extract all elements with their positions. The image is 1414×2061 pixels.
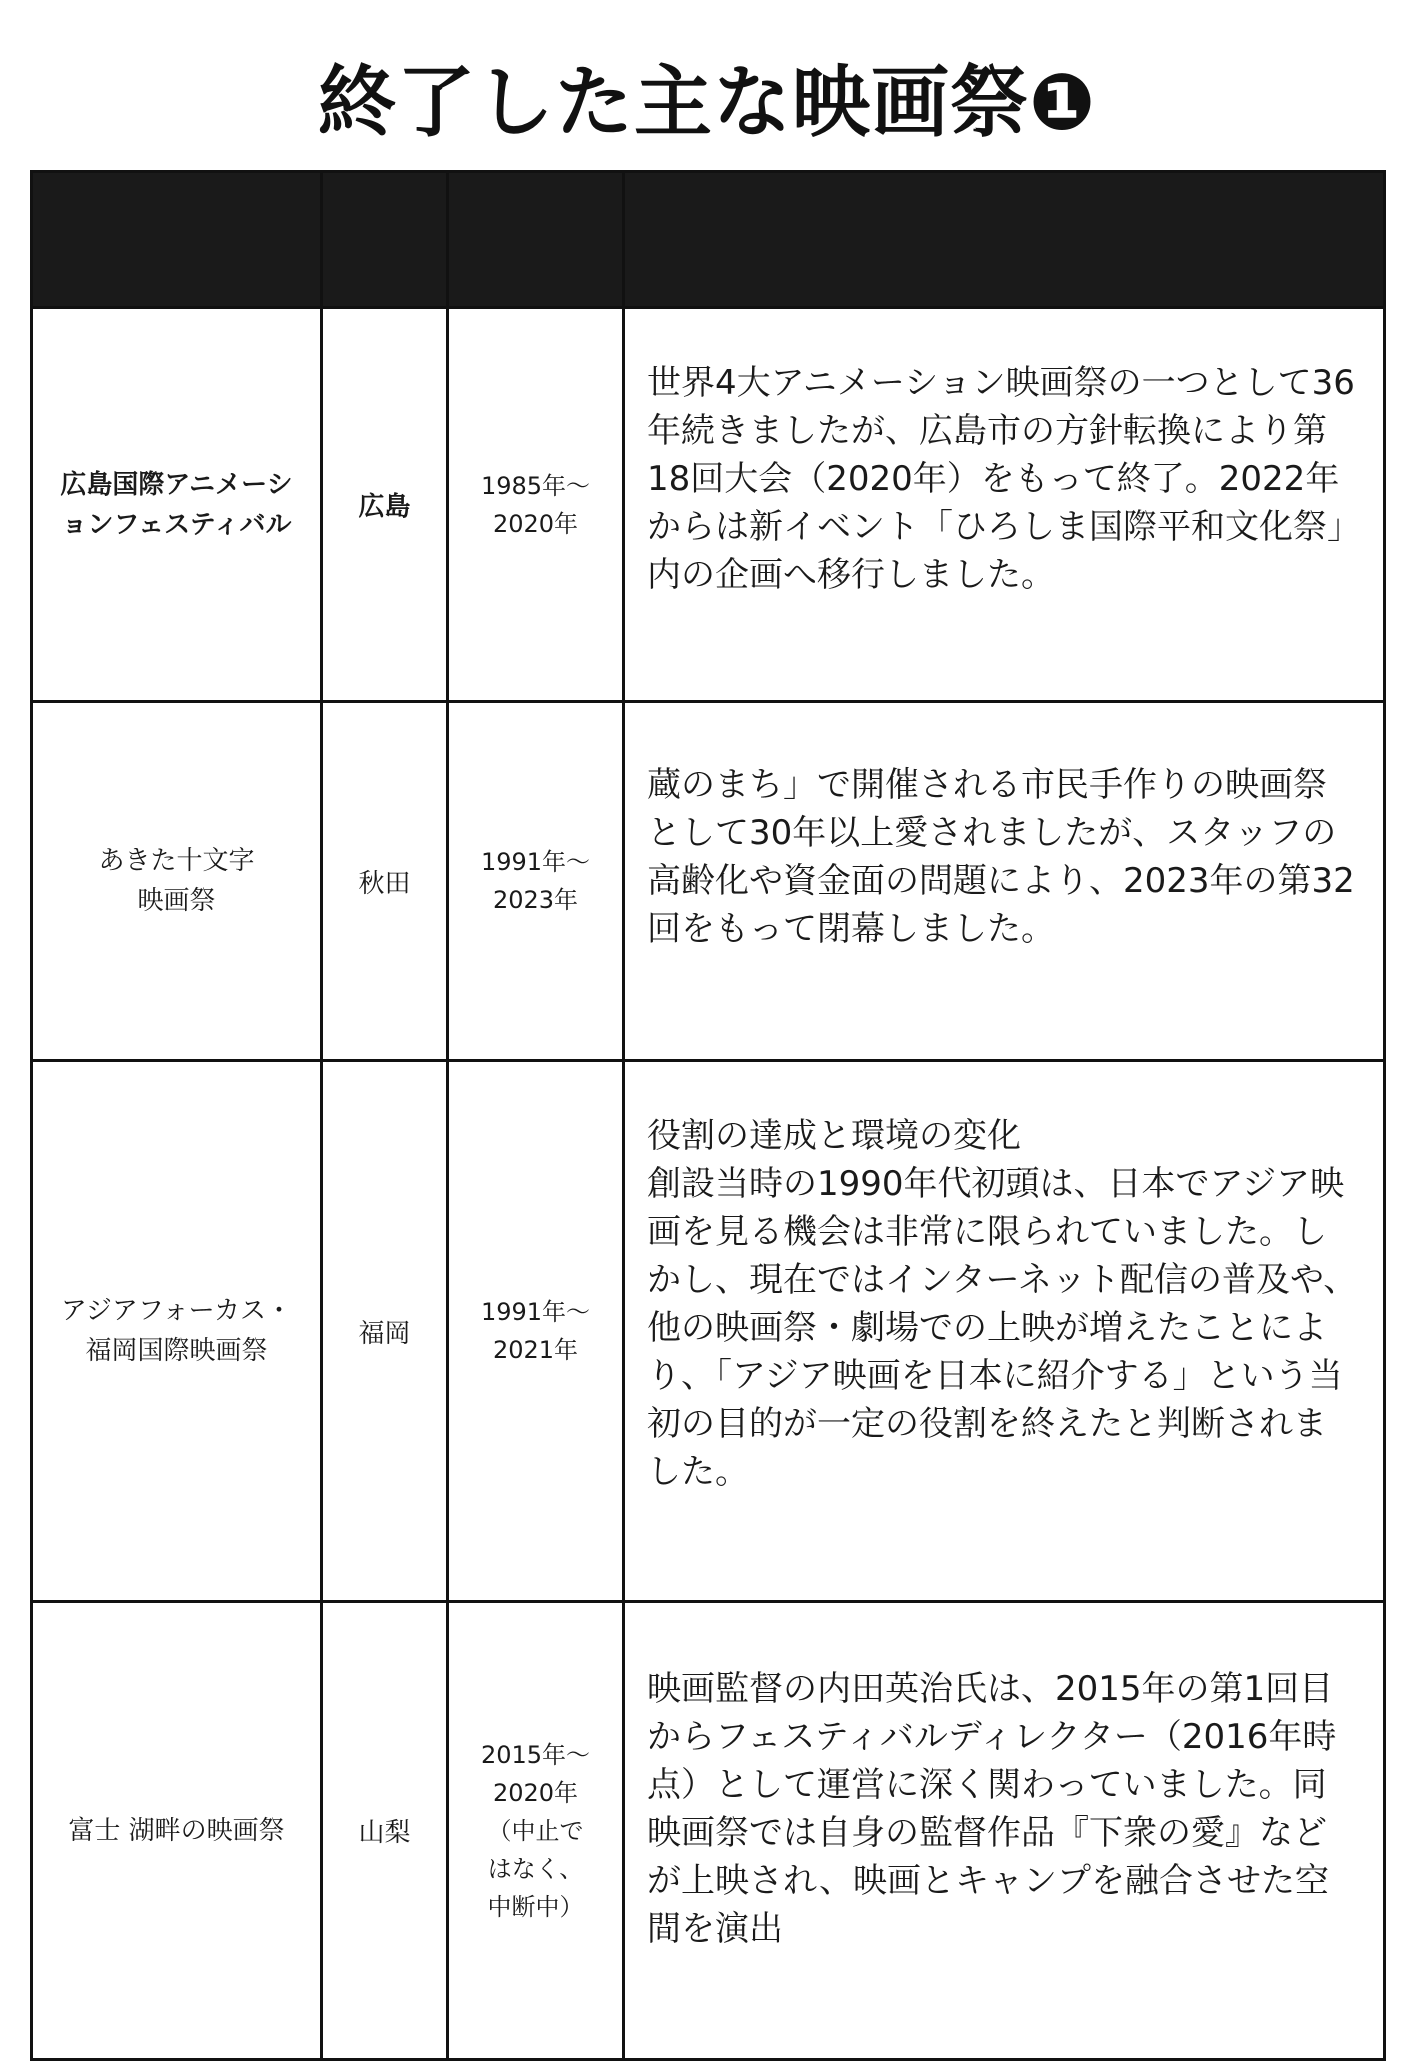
festival-region: 秋田 bbox=[322, 702, 448, 1061]
festival-description: 世界4大アニメーション映画祭の一つとして36年続きましたが、広島市の方針転換により第18回大会（2020年）をもって終了。2022年からは新イベント「ひろしま国際平和文化祭」内の企画へ移行しました。 bbox=[624, 308, 1385, 702]
table-header-row bbox=[32, 172, 1385, 308]
header-cell-period bbox=[448, 172, 624, 308]
festival-name: アジアフォーカス・福岡国際映画祭 bbox=[32, 1061, 322, 1602]
table-row bbox=[32, 308, 1385, 702]
festival-region: 広島 bbox=[322, 308, 448, 702]
festival-name: あきた十文字 映画祭 bbox=[32, 702, 322, 1061]
festival-region: 福岡 bbox=[322, 1061, 448, 1602]
header-cell-name bbox=[32, 172, 322, 308]
festival-description: 蔵のまち」で開催される市民手作りの映画祭として30年以上愛されましたが、スタッフの高齢化や資金面の問題により、2023年の第32回をもって閉幕しました。 bbox=[624, 702, 1385, 1061]
festival-table bbox=[30, 170, 1386, 2061]
festival-region: 山梨 bbox=[322, 1602, 448, 2060]
festival-period: 1985年〜 2020年 bbox=[448, 308, 624, 702]
table-row bbox=[32, 702, 1385, 1061]
festival-description: 映画監督の内田英治氏は、2015年の第1回目からフェスティバルディレクター（2016年時点）として運営に深く関わっていました。同映画祭では自身の監督作品『下衆の愛』などが上映され、映画とキャンプを融合させた空間を演出 bbox=[624, 1602, 1385, 2060]
table-row bbox=[32, 1602, 1385, 2060]
table-row bbox=[32, 1061, 1385, 1602]
festival-name: 広島国際アニメーションフェスティバル bbox=[32, 308, 322, 702]
header-cell-description bbox=[624, 172, 1385, 308]
festival-description: 役割の達成と環境の変化 創設当時の1990年代初頭は、日本でアジア映画を見る機会は非常に限られていました。しかし、現在ではインターネット配信の普及や、他の映画祭・劇場での上映が増えたことにより、「アジア映画を日本に紹介する」という当初の目的が一定の役割を終えたと判断されました。 bbox=[624, 1061, 1385, 1602]
festival-name: 富士 湖畔の映画祭 bbox=[32, 1602, 322, 2060]
festival-period: 2015年〜 2020年 （中止で はなく、 中断中） bbox=[448, 1602, 624, 2060]
festival-period: 1991年〜 2023年 bbox=[448, 702, 624, 1061]
page-title: 終了した主な映画祭❶ bbox=[317, 58, 1097, 148]
festival-period: 1991年〜 2021年 bbox=[448, 1061, 624, 1602]
header-cell-region bbox=[322, 172, 448, 308]
